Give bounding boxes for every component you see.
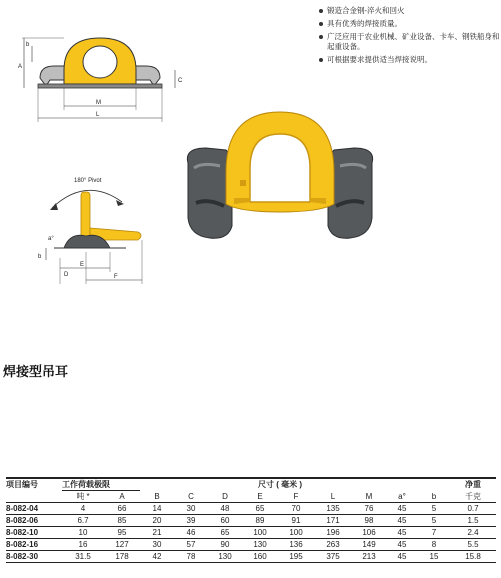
col-header-kg: 千克 (450, 491, 496, 503)
dim-a-label: A (18, 64, 23, 70)
cell: 15 (418, 551, 450, 563)
product-title: 焊接型吊耳 (3, 364, 69, 379)
cell: 78 (174, 551, 208, 563)
dim-m-label: M (96, 100, 101, 106)
cell: 1.5 (450, 515, 496, 527)
cell: 95 (104, 527, 140, 539)
dim-b-label: b (26, 42, 30, 48)
col-header-c: C (174, 491, 208, 503)
feature-item: 锻造合金钢-淬火和回火 (318, 6, 500, 16)
cell: 5 (418, 515, 450, 527)
cell: 263 (314, 539, 352, 551)
col-header-b: B (140, 491, 174, 503)
cell: 136 (278, 539, 314, 551)
cell: 30 (140, 539, 174, 551)
cell: 66 (104, 503, 140, 515)
col-header-wll: 工作荷载极限 (62, 478, 140, 491)
pivot-label: 180° Pivot (74, 178, 102, 184)
cell: 5.5 (450, 539, 496, 551)
top-technical-drawing (10, 28, 190, 128)
col-header-small-b: b (418, 491, 450, 503)
cell: 130 (208, 551, 242, 563)
cell: 60 (208, 515, 242, 527)
cell: 91 (278, 515, 314, 527)
cell: 20 (140, 515, 174, 527)
cell: 106 (352, 527, 386, 539)
cell: 160 (242, 551, 278, 563)
cell: 31.5 (62, 551, 104, 563)
col-header-weight: 净重 (465, 480, 481, 490)
cell: 213 (352, 551, 386, 563)
cell: 46 (174, 527, 208, 539)
cell: 45 (386, 515, 418, 527)
cell: 127 (104, 539, 140, 551)
table-units-row (6, 491, 496, 503)
cell-code: 8-082-10 (6, 527, 62, 539)
features-list (318, 6, 500, 68)
cell: 171 (314, 515, 352, 527)
col-header-angle: a° (386, 491, 418, 503)
col-header-m: M (352, 491, 386, 503)
cell: 130 (242, 539, 278, 551)
cell: 135 (314, 503, 352, 515)
cell-code: 8-082-04 (6, 503, 62, 515)
cell: 90 (208, 539, 242, 551)
cell: 10 (62, 527, 104, 539)
cell-code: 8-082-30 (6, 551, 62, 563)
dim-f-label: F (114, 274, 118, 280)
table-row (6, 515, 496, 527)
cell: 149 (352, 539, 386, 551)
col-header-a: A (104, 491, 140, 503)
table-row (6, 527, 496, 539)
cell: 7 (418, 527, 450, 539)
table-row (6, 551, 496, 563)
cell: 45 (386, 527, 418, 539)
cell: 45 (386, 551, 418, 563)
cell: 375 (314, 551, 352, 563)
specs-table (6, 477, 496, 563)
cell: 70 (278, 503, 314, 515)
col-header-dims: 尺寸 ( 毫米 ) (258, 480, 302, 490)
cell: 15.8 (450, 551, 496, 563)
cell: 8 (418, 539, 450, 551)
side-technical-drawing (30, 172, 170, 290)
cell: 0.7 (450, 503, 496, 515)
cell: 21 (140, 527, 174, 539)
feature-item: 广泛应用于农业机械、矿业设备、卡车、钢铁船身和起重设备。 (318, 32, 500, 52)
cell: 100 (278, 527, 314, 539)
table-header-row (6, 478, 496, 491)
col-header-code: 项目编号 (6, 480, 38, 490)
front-view-lug (38, 38, 162, 88)
col-header-d: D (208, 491, 242, 503)
cell: 89 (242, 515, 278, 527)
cell: 100 (242, 527, 278, 539)
cell: 48 (208, 503, 242, 515)
dim-e-label: E (80, 262, 85, 268)
cell: 57 (174, 539, 208, 551)
cell: 65 (208, 527, 242, 539)
dim-angle-label: a° (48, 236, 54, 242)
feature-item: 可根据要求提供适当焊接说明。 (318, 55, 500, 65)
cell: 45 (386, 539, 418, 551)
cell-code: 8-082-06 (6, 515, 62, 527)
cell-code: 8-082-16 (6, 539, 62, 551)
feature-item: 具有优秀的焊接质量。 (318, 19, 500, 29)
dim-b-side-label: b (38, 254, 42, 260)
cell: 16 (62, 539, 104, 551)
cell: 85 (104, 515, 140, 527)
product-photo (180, 108, 380, 244)
dim-d-label: D (64, 272, 69, 278)
cell: 39 (174, 515, 208, 527)
cell: 195 (278, 551, 314, 563)
dim-c-label: C (178, 78, 183, 84)
table-row (6, 539, 496, 551)
cell: 196 (314, 527, 352, 539)
cell: 14 (140, 503, 174, 515)
cell: 98 (352, 515, 386, 527)
cell: 4 (62, 503, 104, 515)
col-header-e: E (242, 491, 278, 503)
dim-l-label: L (96, 112, 100, 118)
cell: 65 (242, 503, 278, 515)
col-header-tons: 吨 * (62, 491, 104, 503)
cell: 45 (386, 503, 418, 515)
cell: 6.7 (62, 515, 104, 527)
cell: 76 (352, 503, 386, 515)
cell: 42 (140, 551, 174, 563)
cell: 2.4 (450, 527, 496, 539)
cell: 30 (174, 503, 208, 515)
table-row (6, 503, 496, 515)
col-header-l: L (314, 491, 352, 503)
cell: 178 (104, 551, 140, 563)
cell: 5 (418, 503, 450, 515)
col-header-f: F (278, 491, 314, 503)
